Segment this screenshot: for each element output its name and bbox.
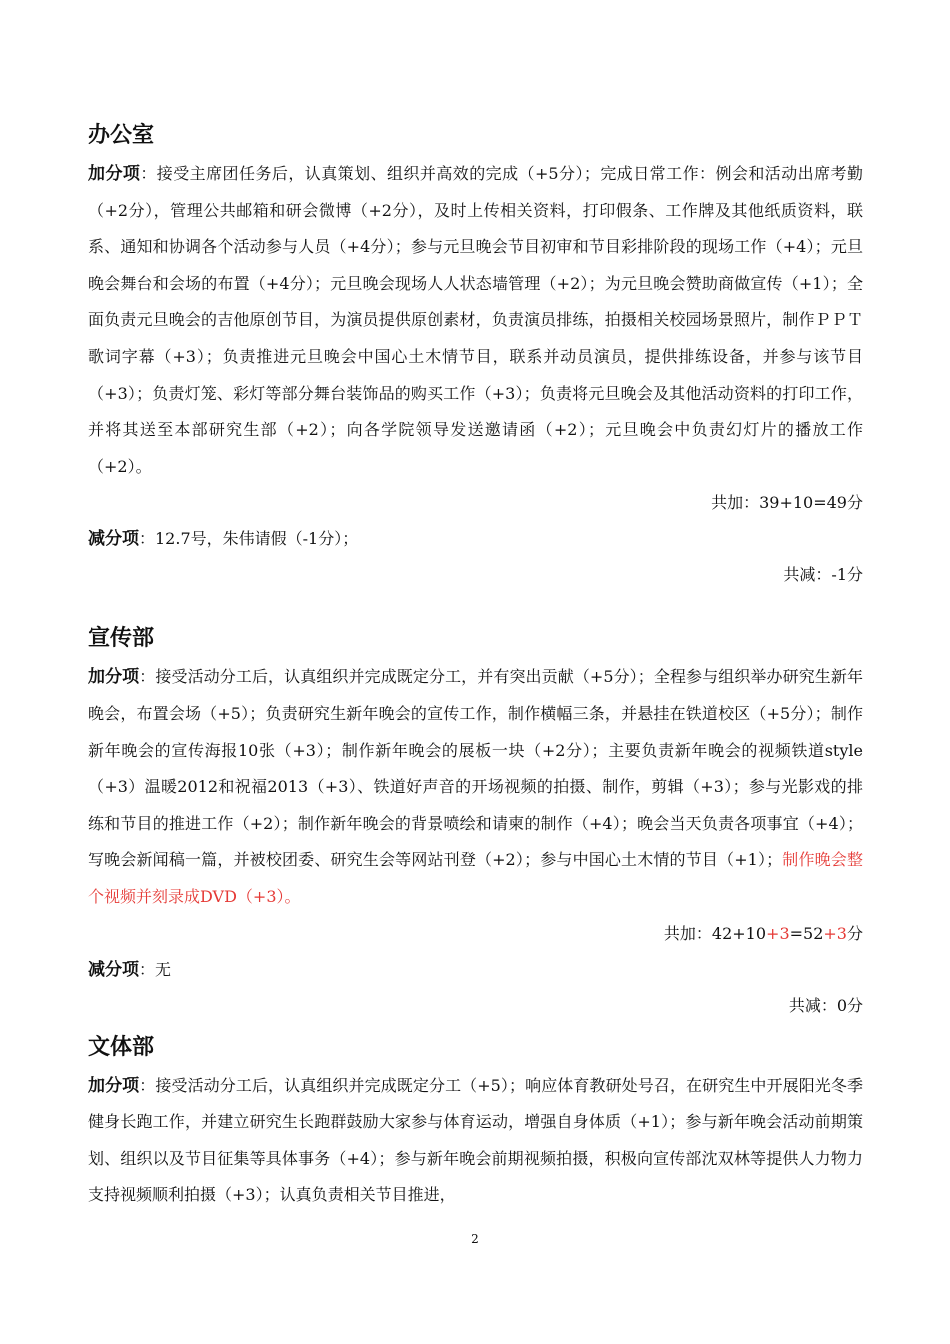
- plus-label: 加分项: [88, 667, 140, 688]
- plus-total-added: +3: [823, 923, 847, 943]
- plus-total-unit: 分: [846, 923, 863, 943]
- plus-text: ：接受活动分工后，认真组织并完成既定分工，并有突出贡献（+5分）；全程参与组织举办研究生新年晚会，布置会场（+5）；负责研究生新年晚会的宣传工作，制作横幅三条，并悬挂在铁道校区（+5分）；制作新年晚会的宣传海报10张（+3）；制作新年晚会的展板一块（+2分）；主要负责新年晚会的视频铁道style（+3）温暖2012和祝福2013（+3）、铁道好声音的开场视频的拍摄、制作，剪辑（+3）；参与光影戏的排练和节目的推进工作（+2）；制作新年晚会的背景喷绘和请柬的制作（+4）；晚会当天负责各项事宜（+4）；写晚会新闻稿一篇，并被校团委、研究生会等网站刊登（+2）；参与中国心土木情的节目（+1）；: [88, 667, 863, 870]
- section-title: 宣传部: [88, 626, 155, 652]
- section-sports: [88, 1028, 863, 1214]
- plus-paragraph: [88, 1068, 863, 1214]
- minus-label: 减分项: [88, 529, 139, 550]
- plus-label: 加分项: [88, 1075, 140, 1096]
- minus-total: 共减：0分: [788, 995, 863, 1015]
- plus-label: 加分项: [88, 164, 141, 184]
- plus-total: [88, 916, 863, 952]
- plus-total-part: 共加：42+10: [663, 923, 767, 943]
- minus-total: 共减：-1分: [783, 565, 863, 585]
- plus-total-part: =52: [789, 923, 824, 943]
- plus-paragraph: [88, 156, 863, 485]
- document-page: [88, 116, 863, 1214]
- section-office: [88, 116, 863, 593]
- section-publicity: [88, 619, 863, 1023]
- plus-text-highlight: 制作晚会整个视频并刻录成DVD（+3）。: [88, 850, 863, 906]
- minus-paragraph: [88, 952, 863, 988]
- minus-label: 减分项: [88, 959, 139, 980]
- page-number: 2: [471, 1232, 479, 1246]
- minus-text: ：无: [139, 959, 172, 979]
- section-title: 办公室: [88, 123, 155, 148]
- minus-paragraph: [88, 521, 863, 557]
- section-title: 文体部: [88, 1034, 155, 1060]
- plus-total: 共加：39+10=49分: [711, 493, 863, 513]
- plus-total-added: +3: [766, 923, 790, 943]
- plus-paragraph: [88, 659, 863, 915]
- plus-text: ：接受活动分工后，认真组织并完成既定分工（+5）；响应体育教研处号召，在研究生中开展阳光冬季健身长跑工作，并建立研究生长跑群鼓励大家参与体育运动，增强自身体质（+1）；参与新年晚会活动前期策划、组织以及节目征集等具体事务（+4）；参与新年晚会前期视频拍摄，积极向宣传部沈双林等提供人力物力支持视频顺利拍摄（+3）；认真负责相关节目推进，: [88, 1075, 863, 1205]
- minus-text: ：12.7号，朱伟请假（-1分）；: [139, 529, 359, 549]
- plus-text: ：接受主席团任务后，认真策划、组织并高效的完成（+5分）；完成日常工作：例会和活动出席考勤（+2分），管理公共邮箱和研会微博（+2分），及时上传相关资料，打印假条、工作牌及其他纸质资料，联系、通知和协调各个活动参与人员（+4分）；参与元旦晚会节目初审和节目彩排阶段的现场工作（+4）；元旦晚会舞台和会场的布置（+4分）；元旦晚会现场人人状态墙管理（+2）；为元旦晚会赞助商做宣传（+1）；全面负责元旦晚会的吉他原创节目，为演员提供原创素材，负责演员排练，拍摄相关校园场景照片，制作ＰＰＴ歌词字幕（+3）；负责推进元旦晚会中国心土木情节目，联系并动员演员，提供排练设备，并参与该节目（+3）；负责灯笼、彩灯等部分舞台装饰品的购买工作（+3）；负责将元旦晚会及其他活动资料的打印工作，并将其送至本部研究生部（+2）；向各学院领导发送邀请函（+2）；元旦晚会中负责幻灯片的播放工作（+2）。: [88, 164, 864, 476]
- section-spacer: [88, 593, 863, 619]
